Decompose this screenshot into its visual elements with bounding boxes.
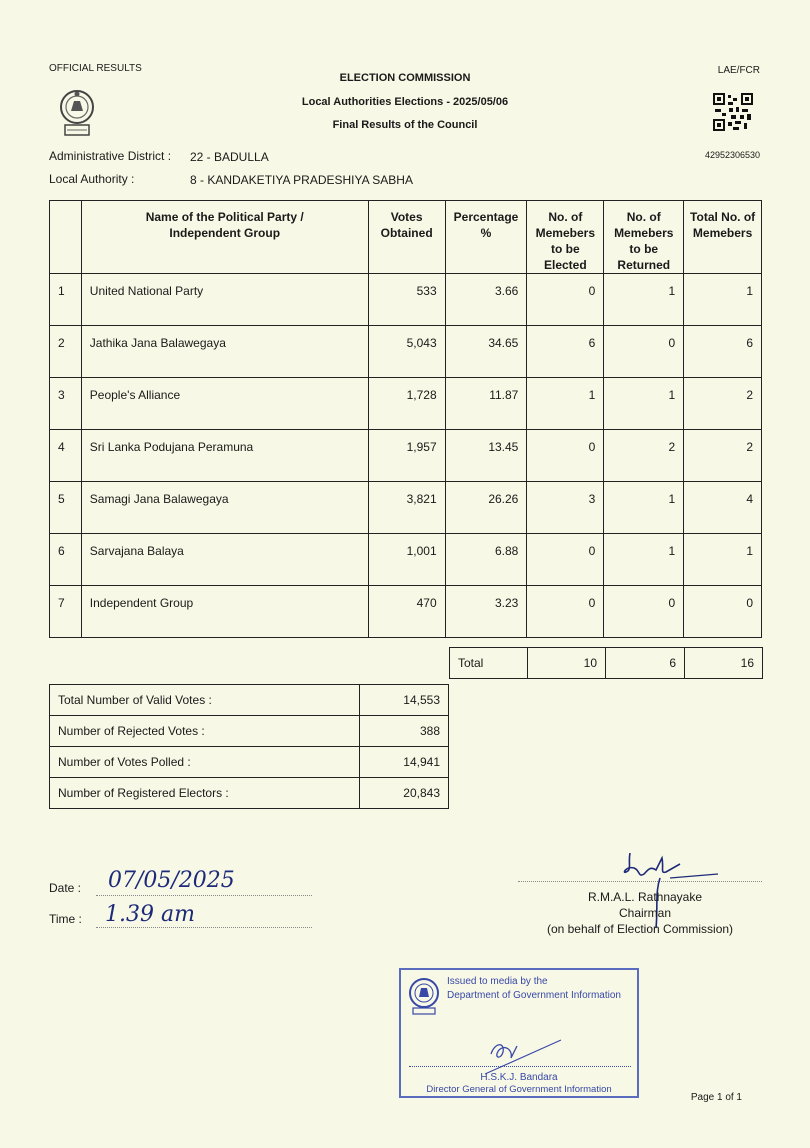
percentage-cell: 3.66 — [445, 274, 527, 326]
stamp-emblem-icon — [407, 976, 441, 1021]
summary-row — [50, 685, 449, 716]
totals-returned: 6 — [606, 648, 685, 679]
summary-label: Total Number of Valid Votes : — [50, 685, 360, 716]
row-index: 5 — [50, 482, 82, 534]
qr-code-icon — [713, 93, 753, 136]
summary-label: Number of Votes Polled : — [50, 747, 360, 778]
col-header-percentage: Percentage % — [445, 201, 527, 274]
col-header-party: Name of the Political Party / Independent Group — [81, 201, 368, 274]
elected-cell: 0 — [527, 586, 604, 638]
total-cell: 2 — [684, 378, 762, 430]
elected-cell: 6 — [527, 326, 604, 378]
party-name: Jathika Jana Balawegaya — [81, 326, 368, 378]
row-index: 7 — [50, 586, 82, 638]
row-index: 2 — [50, 326, 82, 378]
returned-cell: 1 — [604, 482, 684, 534]
summary-table — [49, 684, 449, 809]
authority-label: Local Authority : — [49, 172, 135, 186]
row-index: 6 — [50, 534, 82, 586]
government-information-stamp — [399, 968, 639, 1098]
total-cell: 1 — [684, 274, 762, 326]
results-header-row — [50, 201, 762, 274]
votes-cell: 3,821 — [368, 482, 445, 534]
total-cell: 6 — [684, 326, 762, 378]
party-name: Independent Group — [81, 586, 368, 638]
total-cell: 4 — [684, 482, 762, 534]
percentage-cell: 6.88 — [445, 534, 527, 586]
elected-cell: 0 — [527, 534, 604, 586]
percentage-cell: 13.45 — [445, 430, 527, 482]
col-header-index — [50, 201, 82, 274]
returned-cell: 2 — [604, 430, 684, 482]
chairman-name: R.M.A.L. Rathnayake — [587, 890, 703, 904]
votes-cell: 1,957 — [368, 430, 445, 482]
col-header-elected: No. of Memebers to be Elected — [527, 201, 604, 274]
summary-value: 14,553 — [360, 685, 449, 716]
total-cell: 0 — [684, 586, 762, 638]
totals-table — [449, 647, 763, 679]
page-number: Page 1 of 1 — [690, 1092, 742, 1103]
date-label: Date : — [49, 881, 82, 895]
time-line — [96, 927, 312, 928]
table-row — [50, 430, 762, 482]
document-number: 42952306530 — [704, 150, 760, 160]
time-value: 1.39 am — [105, 902, 195, 927]
elected-cell: 3 — [527, 482, 604, 534]
table-row — [50, 378, 762, 430]
returned-cell: 1 — [604, 534, 684, 586]
table-row — [50, 326, 762, 378]
returned-cell: 1 — [604, 274, 684, 326]
row-index: 3 — [50, 378, 82, 430]
returned-cell: 1 — [604, 378, 684, 430]
form-code: LAE/FCR — [717, 65, 760, 76]
percentage-cell: 34.65 — [445, 326, 527, 378]
summary-value: 14,941 — [360, 747, 449, 778]
summary-label: Number of Rejected Votes : — [50, 716, 360, 747]
elected-cell: 1 — [527, 378, 604, 430]
party-name: Sarvajana Balaya — [81, 534, 368, 586]
summary-label: Number of Registered Electors : — [50, 778, 360, 809]
returned-cell: 0 — [604, 326, 684, 378]
elected-cell: 0 — [527, 430, 604, 482]
party-name: Samagi Jana Balawegaya — [81, 482, 368, 534]
chairman-title: Chairman — [618, 906, 672, 920]
table-row — [50, 534, 762, 586]
votes-cell: 5,043 — [368, 326, 445, 378]
percentage-cell: 11.87 — [445, 378, 527, 430]
commission-title: ELECTION COMMISSION — [339, 72, 471, 84]
authority-value: 8 - KANDAKETIYA PRADESHIYA SABHA — [190, 173, 413, 187]
chairman-behalf: (on behalf of Election Commission) — [546, 922, 734, 936]
row-index: 4 — [50, 430, 82, 482]
district-label: Administrative District : — [49, 149, 172, 163]
election-title: Local Authorities Elections - 2025/05/06 — [301, 96, 509, 108]
votes-cell: 533 — [368, 274, 445, 326]
stamp-director-title: Director General of Government Information — [426, 1084, 612, 1095]
stamp-line2: Department of Government Information — [447, 990, 621, 1001]
table-row — [50, 586, 762, 638]
district-value: 22 - BADULLA — [190, 150, 269, 164]
totals-row — [450, 648, 763, 679]
returned-cell: 0 — [604, 586, 684, 638]
totals-label: Total — [450, 648, 528, 679]
national-emblem-icon — [58, 85, 96, 144]
votes-cell: 1,728 — [368, 378, 445, 430]
summary-value: 388 — [360, 716, 449, 747]
table-row — [50, 274, 762, 326]
totals-elected: 10 — [528, 648, 606, 679]
total-cell: 1 — [684, 534, 762, 586]
party-name: United National Party — [81, 274, 368, 326]
percentage-cell: 26.26 — [445, 482, 527, 534]
table-row — [50, 482, 762, 534]
summary-row — [50, 716, 449, 747]
votes-cell: 470 — [368, 586, 445, 638]
date-value: 07/05/2025 — [108, 868, 235, 893]
col-header-votes: Votes Obtained — [368, 201, 445, 274]
stamp-director-name: H.S.K.J. Bandara — [480, 1072, 558, 1083]
summary-row — [50, 778, 449, 809]
date-line — [96, 895, 312, 896]
totals-total: 16 — [685, 648, 763, 679]
votes-cell: 1,001 — [368, 534, 445, 586]
official-results-label: OFFICIAL RESULTS — [49, 63, 142, 74]
summary-value: 20,843 — [360, 778, 449, 809]
final-results-title: Final Results of the Council — [332, 119, 478, 131]
row-index: 1 — [50, 274, 82, 326]
results-table — [49, 200, 762, 638]
party-name: Sri Lanka Podujana Peramuna — [81, 430, 368, 482]
party-name: People's Alliance — [81, 378, 368, 430]
elected-cell: 0 — [527, 274, 604, 326]
summary-row — [50, 747, 449, 778]
total-cell: 2 — [684, 430, 762, 482]
percentage-cell: 3.23 — [445, 586, 527, 638]
col-header-returned: No. of Memebers to be Returned — [604, 201, 684, 274]
time-label: Time : — [49, 912, 82, 926]
stamp-line1: Issued to media by the — [447, 976, 548, 987]
col-header-total: Total No. of Memebers — [684, 201, 762, 274]
